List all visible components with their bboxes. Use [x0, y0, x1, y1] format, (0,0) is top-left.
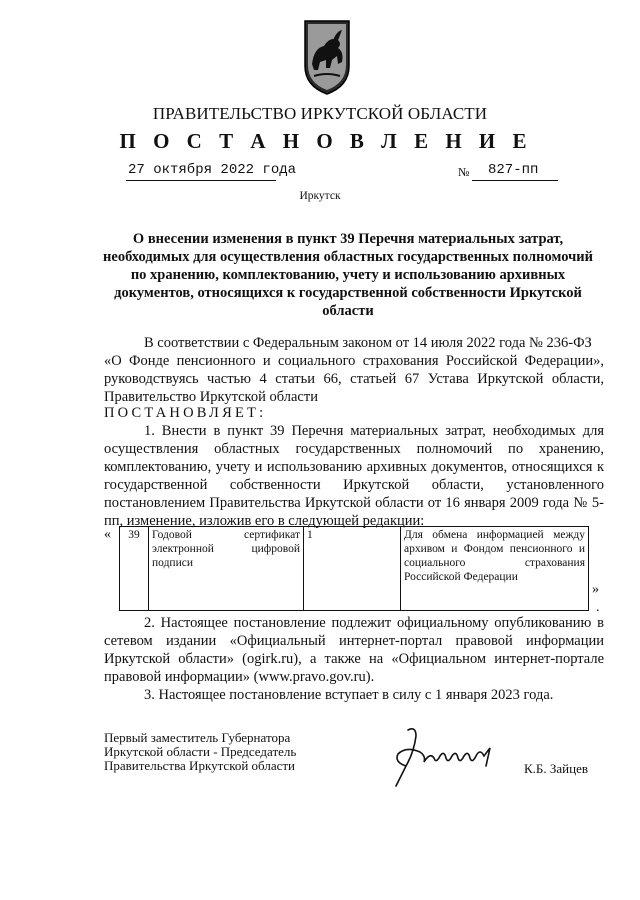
decree-title: О внесении изменения в пункт 39 Перечня материальных затрат, необходимых для осуществления областных государственных полномочий по хранению, комплектованию, учету и использованию архивных документов, относящихся к государственной собственности Иркутской области — [103, 231, 593, 319]
clause-2: 2. Настоящее постановление подлежит официальному опубликованию в сетевом издании «Официальный интернет-портал правовой информации Иркутской области» (ogirk.ru), а также на «Официальном интернет-портале правовой информации» (www.pravo.gov.ru). — [104, 615, 604, 685]
quote-period: . — [596, 600, 600, 615]
signatory-role — [104, 731, 354, 773]
preamble-rest: «О Фонде пенсионного и социального страхования Российской Федерации», руководствуясь частью 4 статьи 66, статьей 67 Устава Иркутской области, Правительство Иркутской области — [104, 353, 604, 405]
signatory-role-line2: Иркутской области - Председатель — [104, 744, 297, 759]
signatory-role-line3: Правительства Иркутской области — [104, 758, 296, 773]
table-cell-number: 39 — [120, 527, 149, 611]
document-type: П О С Т А Н О В Л Е Н И Е — [119, 129, 533, 153]
date-underline — [126, 180, 276, 181]
number-label: № — [458, 165, 470, 179]
preamble-line1: В соответствии с Федеральным законом от 14 июля 2022 года № 236-ФЗ — [144, 335, 592, 351]
postanovlyaet-heading: ПОСТАНОВЛЯЕТ: — [104, 405, 267, 421]
decree-number: 827-пп — [488, 162, 539, 178]
quote-close: » — [592, 582, 599, 597]
clause-1: 1. Внести в пункт 39 Перечня материальных затрат, необходимых для осуществления областных государственных полномочий по хранению, комплектованию, учету и использованию архивных документов, относящихся к государственной собственности Иркутской области, установленного постановлением Правительства Иркутской области от 16 января 2009 года № 5-пп, изменение, изложив его в следующей редакции: — [104, 423, 604, 529]
handwritten-signature — [386, 722, 506, 792]
preamble-paragraph — [104, 334, 604, 406]
clause-3: 3. Настоящее постановление вступает в силу с 1 января 2023 года. — [144, 687, 554, 703]
decree-date: 27 октября 2022 года — [128, 162, 297, 178]
city: Иркутск — [299, 190, 341, 202]
number-underline — [472, 180, 558, 181]
table-row — [120, 527, 589, 611]
quote-open: « — [104, 527, 111, 542]
signatory-name: К.Б. Зайцев — [524, 761, 588, 776]
table-cell-purpose: Для обмена информацией между архивом и Фондом пенсионного и социального страхования Российской Федерации — [401, 527, 589, 611]
table-cell-quantity: 1 — [304, 527, 401, 611]
amendment-table — [119, 526, 589, 611]
table-cell-item: Годовой сертификат электронной цифровой подписи — [149, 527, 304, 611]
irkutsk-coat-of-arms-emblem — [302, 18, 352, 96]
signatory-role-line1: Первый заместитель Губернатора — [104, 730, 291, 745]
government-name: ПРАВИТЕЛЬСТВО ИРКУТСКОЙ ОБЛАСТИ — [152, 104, 488, 123]
